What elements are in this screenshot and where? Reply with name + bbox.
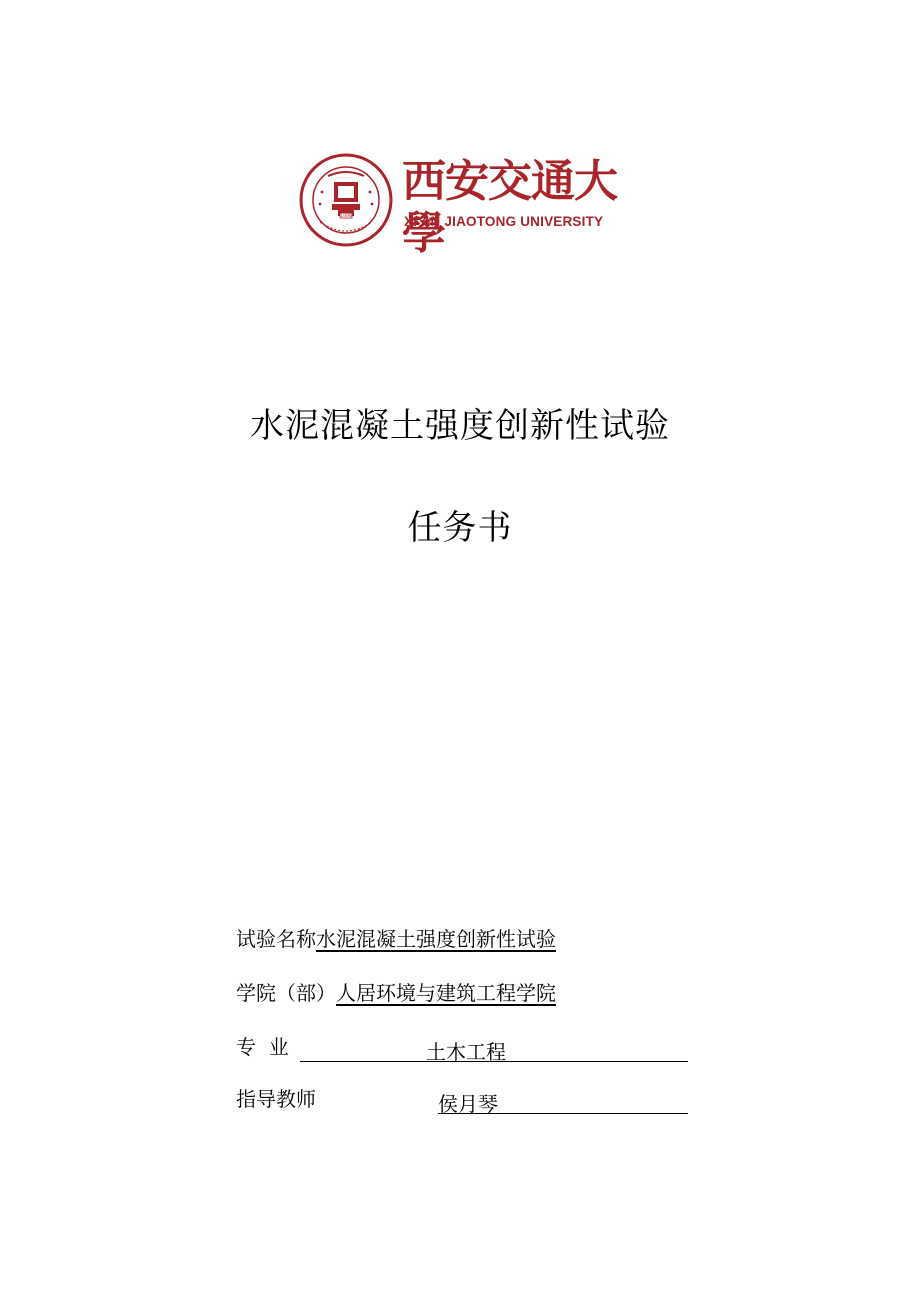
university-logo	[298, 152, 638, 259]
advisor-row	[236, 1084, 688, 1114]
advisor-value-line	[438, 1089, 688, 1114]
advisor-value: 侯月琴	[438, 1092, 498, 1116]
experiment-value: 水泥混凝土强度创新性试验	[316, 927, 556, 951]
major-label: 专 业	[236, 1035, 289, 1059]
seal-year: 1896	[340, 214, 352, 219]
college-row	[236, 978, 556, 1008]
college-label: 学院（部）	[236, 981, 336, 1005]
experiment-name-row	[236, 924, 556, 954]
major-row	[236, 1032, 688, 1062]
experiment-label: 试验名称	[236, 927, 316, 951]
university-name-en: XI'AN JIAOTONG UNIVERSITY	[404, 214, 604, 229]
document-subtitle: 任务书	[407, 508, 513, 548]
university-name-cn: 西安交通大學	[402, 156, 617, 259]
college-value: 人居环境与建筑工程学院	[336, 981, 556, 1005]
major-value-line	[300, 1037, 688, 1062]
major-value: 土木工程	[426, 1040, 506, 1064]
advisor-label: 指导教师	[236, 1087, 316, 1111]
document-title: 水泥混凝土强度创新性试验	[250, 406, 670, 446]
